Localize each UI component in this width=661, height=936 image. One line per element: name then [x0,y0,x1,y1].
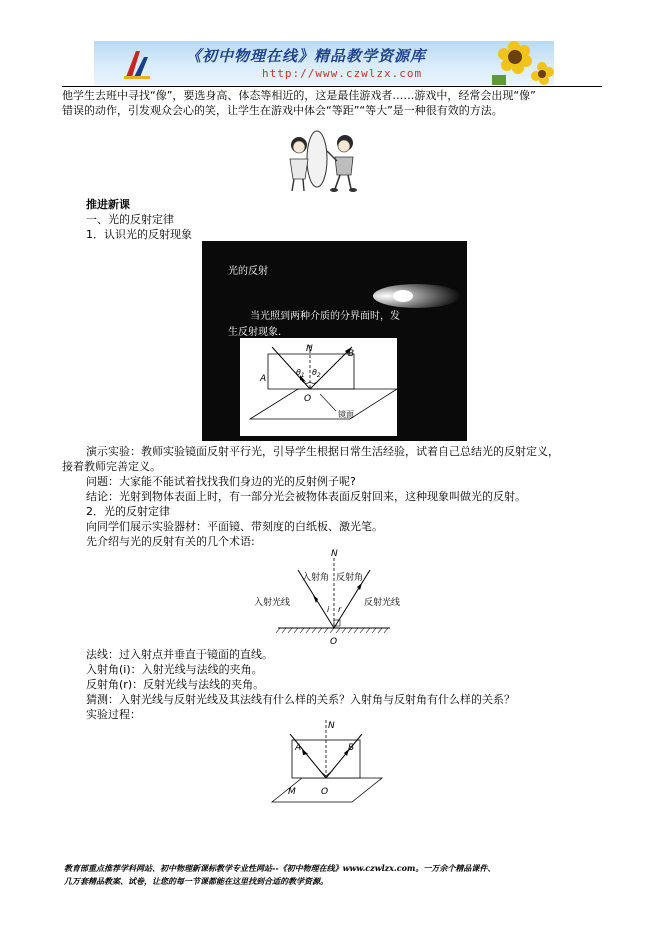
footer-line-1: 教育部重点推荐学科网站、初中物理新课标教学专业性网站--《初中物理在线》www.czwlzx.com。一万余个精品课件、 [64,863,496,873]
d2-label-o: O [330,637,338,647]
d3-label-a: A [295,743,302,753]
intro-line-1: 他学生去班中寻找“像”，要选身高、体态等相近的，这是最佳游戏者……游戏中，经常会出现“像” [62,89,536,102]
question-text: 问题：大家能不能试着找找我们身边的光的反射例子呢? [86,475,356,488]
conclusion-text: 结论：光射到物体表面上时，有一部分光会被物体表面反射回来，这种现象叫做光的反射。 [86,490,526,503]
d2-label-r: r [338,605,342,614]
slide-diagram [240,338,397,436]
slide-label-a: A [260,374,267,384]
intro-line-2: 错误的动作，引发观众会心的笑，让学生在游戏中体会“等距”“等大”是一种很有效的方法。 [62,104,503,117]
slide-label-mirror: 镜面 [338,410,354,419]
reflection-slide [202,241,467,441]
d3-label-b: B [348,743,355,753]
terms-intro: 先介绍与光的反射有关的几个术语: [86,535,255,548]
guess-text: 猜测：入射光线与反射光线及其法线有什么样的关系？入射角与反射角有什么样的关系？ [86,693,515,706]
d2-label-incident-ray: 入射光线 [254,598,291,608]
light-beam-icon [373,284,461,308]
experiment-diagram [270,718,390,806]
banner-url[interactable]: http://www.czwlzx.com [262,67,423,80]
slide-label-b: B [348,349,355,359]
slide-title: 光的反射 [228,266,268,277]
slide-label-theta2: $\theta_2$ [312,368,321,379]
d2-label-n: N [331,549,338,559]
demo-line-1: 演示实验：教师实验镜面反射平行光，引导学生根据日常生活经验，试着自己总结光的反射定义， [86,445,559,458]
demo-line-2: 接着教师完善定义。 [62,460,161,473]
def-normal: 法线：过入射点并垂直于镜面的直线。 [86,648,273,661]
d2-label-incidence-angle: 入射角 [302,573,330,583]
slide-text-line-1: 当光照到两种介质的分界面时，发 [250,311,400,322]
d2-label-i: i [327,605,330,614]
d2-label-reflection-angle: 反射角 [336,573,364,583]
slide-text-line-2: 生反射现象. [228,327,282,338]
reflection-terms-diagram [252,548,417,648]
d3-label-o: O [321,787,329,797]
item-2: 2．光的反射定律 [86,505,170,518]
subsection-1: 一、光的反射定律 [86,213,174,226]
slide-label-theta1: $\theta_1$ [296,368,305,379]
item-1: 1．认识光的反射现象 [86,228,192,241]
materials-text: 向同学们展示实验器材：平面镜、带刻度的白纸板、激光笔。 [86,520,383,533]
mirror-game-illustration [277,129,367,193]
logo-icon [122,47,152,81]
footer-line-2: 几万套精品教案、试卷，让您的每一节课都能在这里找到合适的教学资源。 [64,876,328,886]
slide-label-o: O [304,394,312,404]
header-banner [94,41,554,85]
banner-title: 《初中物理在线》精品教学资源库 [186,47,427,65]
process-label: 实验过程： [86,708,141,721]
section-heading: 推进新课 [86,198,130,211]
header-divider [62,86,602,87]
d2-label-reflected-ray: 反射光线 [364,598,401,608]
d3-label-n: N [328,721,335,731]
def-reflection: 反射角(r)：反射光线与法线的夹角。 [86,678,265,691]
d3-label-m: M [288,787,296,797]
slide-label-n: N [306,344,313,354]
def-incidence: 入射角(i)：入射光线与法线的夹角。 [86,663,263,676]
